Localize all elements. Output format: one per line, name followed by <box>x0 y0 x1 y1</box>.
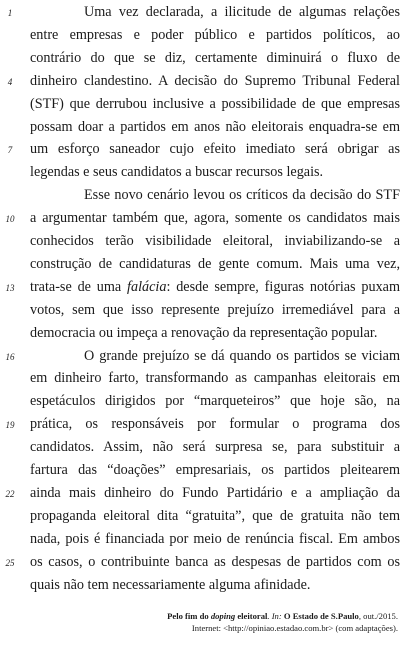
text-line <box>0 25 406 48</box>
line-text: ainda mais dinheiro do Fundo Partidário e a ampliação da <box>30 484 400 501</box>
line-text: um esforço saneador cujo efeito imediato será obrigar as <box>30 141 400 158</box>
text-line <box>0 48 406 71</box>
line-number: 10 <box>5 214 15 225</box>
text-line <box>0 460 406 483</box>
line-text: trata-se de uma falácia: desde sempre, figuras notórias puxam <box>30 278 401 295</box>
line-number: 22 <box>5 488 15 499</box>
text-line <box>0 368 406 391</box>
line-number: 1 <box>7 8 13 18</box>
text-line <box>0 139 406 162</box>
line-text: quais não tem necessariamente alguma afinidade. <box>30 576 311 593</box>
line-text: fartura das “doações” empresariais, os partidos pleitearem <box>30 462 400 478</box>
line-number: 4 <box>7 76 13 87</box>
text-line <box>0 575 406 598</box>
source-title-italic: doping <box>210 611 236 621</box>
source-publication: O Estado de S.Paulo <box>283 611 359 621</box>
text-line <box>0 346 406 369</box>
line-text: a argumentar também que, agora, somente os candidatos mais <box>30 210 400 227</box>
text-line <box>0 2 406 25</box>
line-text: possam doar a partidos em anos não eleitorais enquadra-se em <box>30 118 400 135</box>
text-line <box>0 117 406 140</box>
line-text: nada, pois é financiada por meio de renúncia fiscal. Em ambos <box>30 530 400 547</box>
line-text: Uma vez declarada, a ilicitude de algumas relações <box>84 4 400 20</box>
line-number: 19 <box>5 420 15 431</box>
line-text: Esse novo cenário levou os críticos da decisão do STF <box>84 187 400 204</box>
text-line <box>0 231 406 254</box>
line-text: dinheiro clandestino. A decisão do Supremo Tribunal Federal <box>30 72 400 89</box>
line-number: 16 <box>5 351 15 362</box>
text-line <box>0 300 406 323</box>
line-number: 13 <box>5 282 15 293</box>
line-text: em dinheiro farto, transformando as campanhas eleitorais em <box>30 370 400 387</box>
text-line <box>0 185 406 208</box>
source-date: , out./2015. <box>358 611 398 621</box>
text-line <box>0 254 406 277</box>
source-internet: Internet: <http://opiniao.estadao.com.br> (com adaptações). <box>191 623 398 633</box>
text-line <box>0 437 406 460</box>
text-line <box>0 414 406 437</box>
line-number: 7 <box>7 145 13 156</box>
line-text: votos, sem que isso represente prejuízo irremediável para a <box>30 301 400 318</box>
text-line <box>0 529 406 552</box>
text-line <box>0 323 406 346</box>
text-line <box>0 506 406 529</box>
line-text: propaganda eleitoral dita “gratuita”, que de gratuita não tem <box>30 507 400 524</box>
source-citation <box>167 611 398 622</box>
line-text: legendas e seus candidatos a buscar recursos legais. <box>30 164 324 181</box>
emphasis-word: falácia <box>127 278 167 295</box>
line-text: construção de candidaturas de gente comum. Mais uma vez, <box>30 255 400 272</box>
line-text: (STF) que derrubou inclusive a possibilidade de que empresas <box>30 95 400 112</box>
line-text: entre empresas e poder público e partidos políticos, ao <box>30 26 400 43</box>
line-text: espetáculos dirigidos por “marqueteiros” que hoje são, na <box>30 393 400 410</box>
line-text: contrário do que se diz, certamente diminuirá o fluxo de <box>30 49 400 66</box>
text-line <box>0 277 406 300</box>
text-line <box>0 71 406 94</box>
source-in-label: . In: <box>267 611 284 621</box>
text-line <box>0 208 406 231</box>
line-text: democracia ou impeça a renovação da representação popular. <box>30 324 378 341</box>
text-line <box>0 162 406 185</box>
text-line <box>0 391 406 414</box>
source-title-pre: Pelo fim do <box>167 611 211 621</box>
line-text: O grande prejuízo se dá quando os partidos se viciam <box>84 347 400 364</box>
line-text: conhecidos terão visibilidade eleitoral, inviabilizando-se a <box>30 233 400 249</box>
source-title-post: eleitoral <box>235 611 268 621</box>
text-line <box>0 94 406 117</box>
line-text: prática, os responsáveis por formular o programa dos <box>30 416 400 433</box>
line-number: 25 <box>5 557 15 568</box>
line-text: os casos, o contribuinte banca as despesas de partidos com os <box>30 553 400 570</box>
text-line <box>0 483 406 506</box>
line-text: candidatos. Assim, não será surpresa se, para substituir a <box>30 439 400 456</box>
text-line <box>0 552 406 575</box>
